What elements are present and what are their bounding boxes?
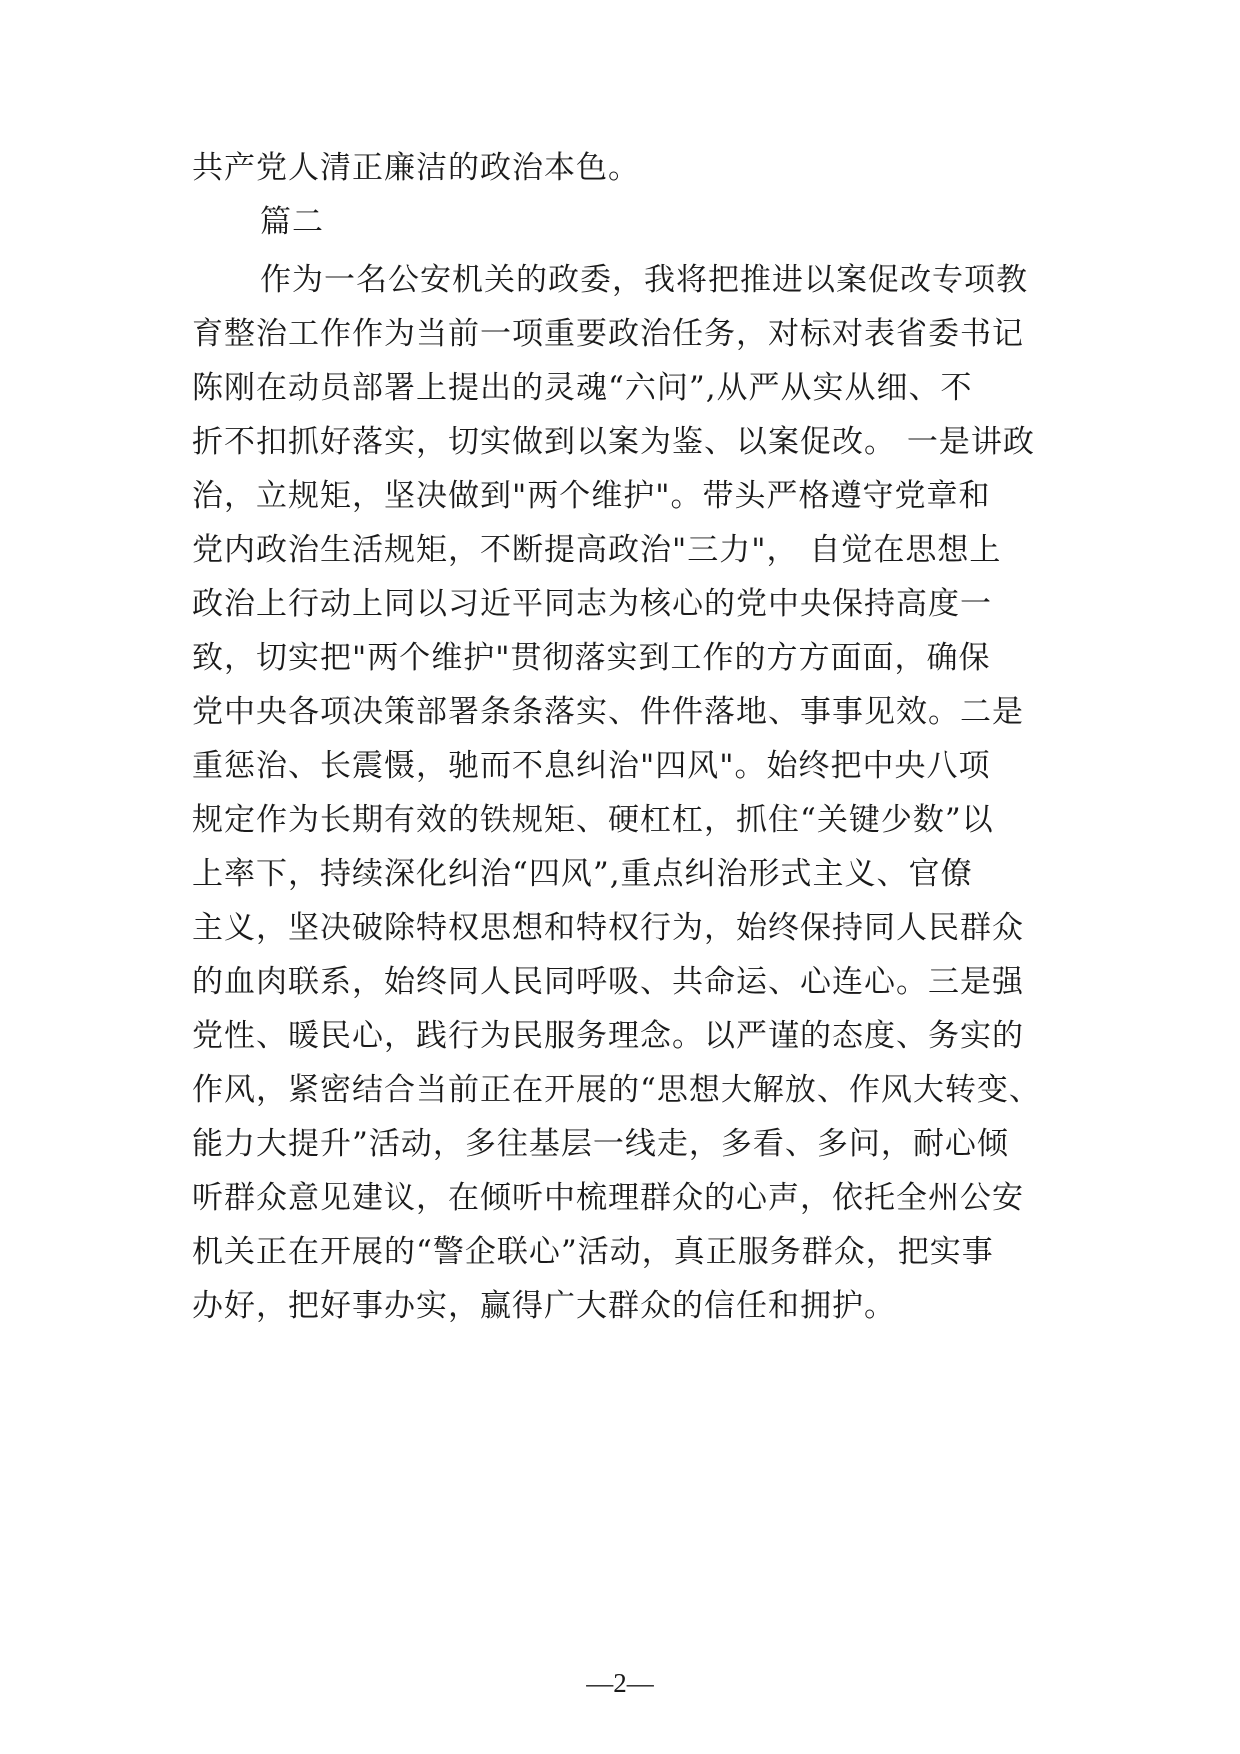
paragraph-line: 能力大提升”活动，多往基层一线走，多看、多问，耐心倾 [192,1126,1009,1162]
paragraph-line: 致，切实把"两个维护"贯彻落实到工作的方方面面，确保 [192,640,991,676]
paragraph-line: 上率下，持续深化纠治“四风”,重点纠治形式主义、官僚 [192,856,973,892]
page-number: —2— [586,1668,654,1698]
paragraph-line: 陈刚在动员部署上提出的灵魂“六问”,从严从实从细、不 [192,370,973,406]
paragraph-line: 作风，紧密结合当前正在开展的“思想大解放、作风大转变、 [192,1072,1041,1108]
paragraph-line: 治，立规矩，坚决做到"两个维护"。带头严格遵守党章和 [192,478,991,514]
paragraph-line: 党性、暖民心，践行为民服务理念。以严谨的态度、务实的 [192,1018,1024,1054]
paragraph-line: 育整治工作作为当前一项重要政治任务，对标对表省委书记 [192,316,1024,352]
paragraph-line: 党中央各项决策部署条条落实、件件落地、事事见效。二是 [192,694,1024,730]
paragraph-line: 规定作为长期有效的铁规矩、硬杠杠，抓住“关键少数”以 [192,802,994,838]
paragraph-line: 重惩治、长震慑，驰而不息纠治"四风"。始终把中央八项 [192,748,991,784]
paragraph-line: 办好，把好事办实，赢得广大群众的信任和拥护。 [192,1288,896,1324]
section-heading: 篇二 [260,204,324,240]
paragraph-line: 听群众意见建议，在倾听中梳理群众的心声，依托全州公安 [192,1180,1024,1216]
paragraph-line: 折不扣抓好落实，切实做到以案为鉴、以案促改。 一是讲政 [192,424,1035,460]
paragraph-line: 党内政治生活规矩，不断提高政治"三力"， 自觉在思想上 [192,532,1002,568]
paragraph-line: 作为一名公安机关的政委，我将把推进以案促改专项教 [260,262,1028,298]
paragraph-line: 政治上行动上同以习近平同志为核心的党中央保持高度一 [192,586,992,622]
paragraph-line: 主义，坚决破除特权思想和特权行为，始终保持同人民群众 [192,910,1024,946]
paragraph-line: 共产党人清正廉洁的政治本色。 [192,150,640,186]
paragraph-line: 机关正在开展的“警企联心”活动，真正服务群众，把实事 [192,1234,994,1270]
paragraph-line: 的血肉联系，始终同人民同呼吸、共命运、心连心。三是强 [192,964,1024,1000]
